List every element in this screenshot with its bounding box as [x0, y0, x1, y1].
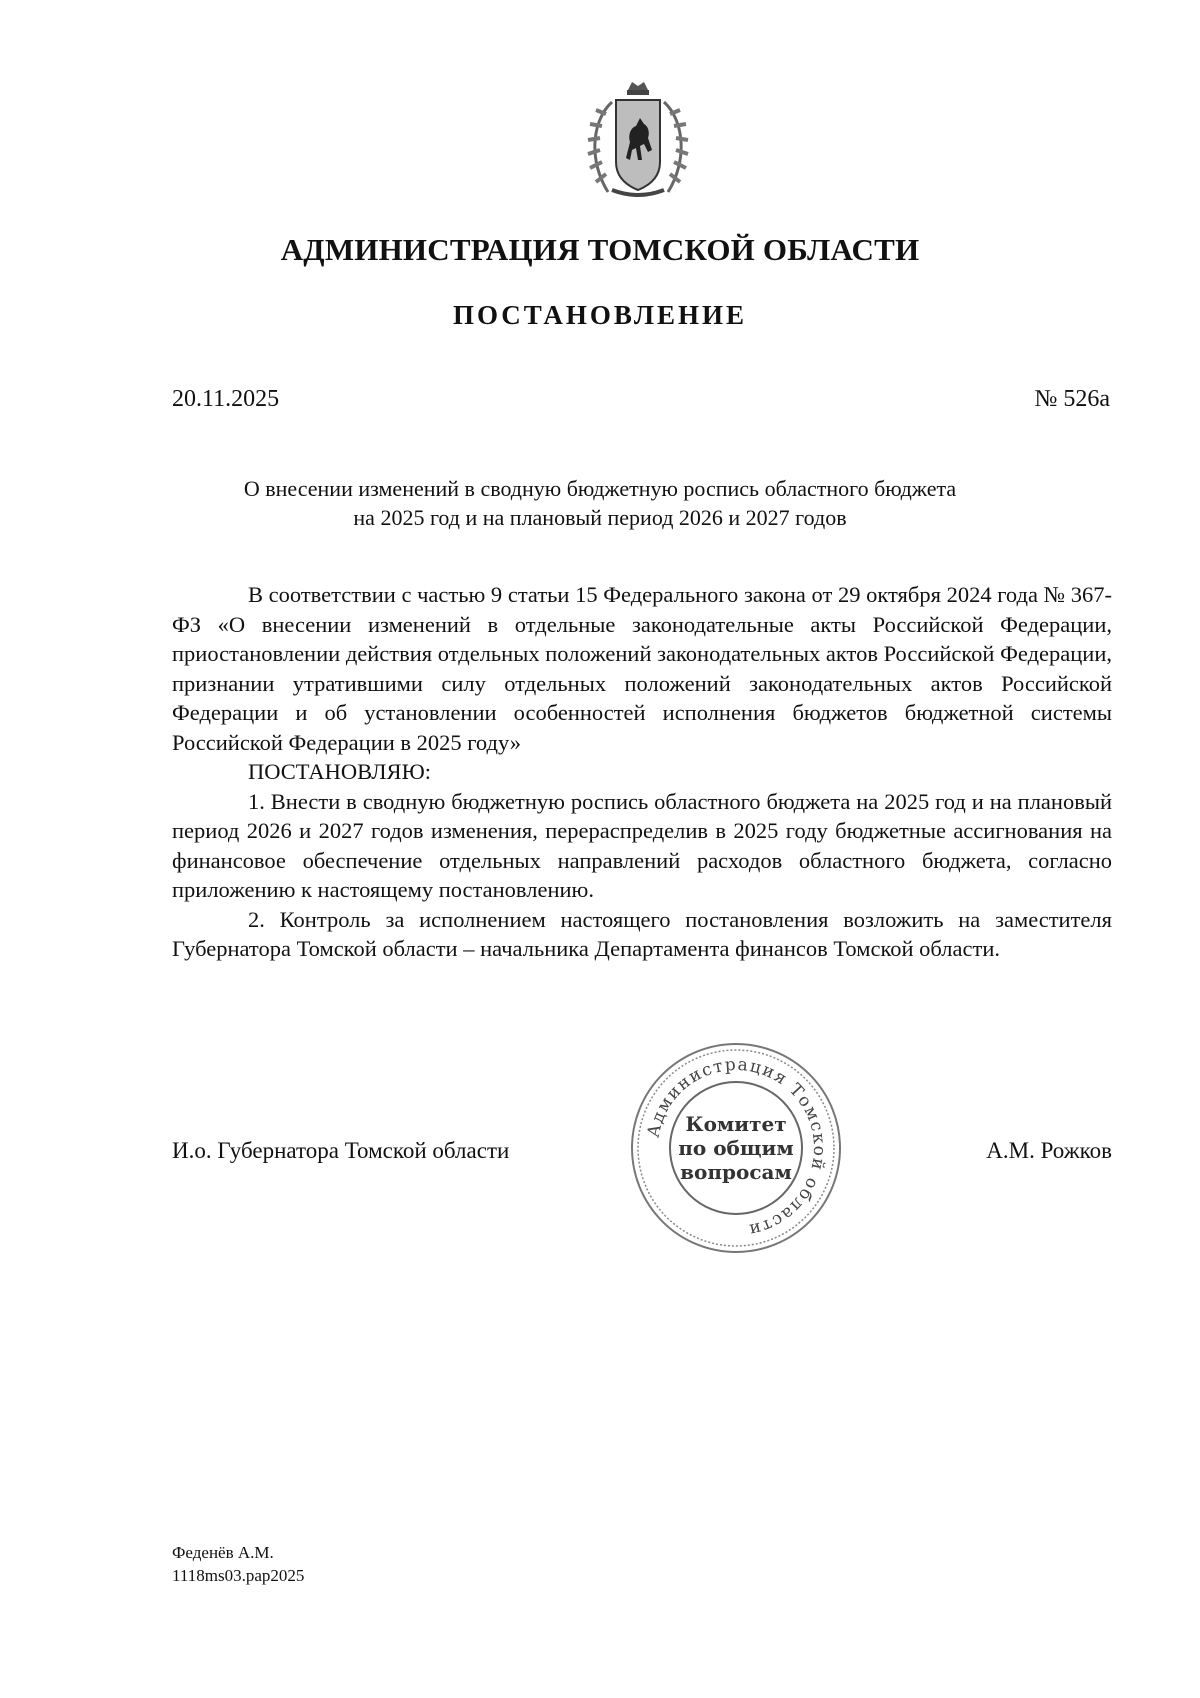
preamble-paragraph: В соответствии с частью 9 статьи 15 Федерального закона от 29 октября 2024 года № 367-ФЗ «О внесении изменений в отдельные законодательные акты Российской Федерации, приостановлении действия отдельных положений законодательных актов Российской Федерации, признании утратившими силу отдельных положений законодательных актов Российской Федерации и об установлении особенностей исполнения бюджетов бюджетной системы Российской Федерации в 2025 году» [172, 582, 1112, 755]
subject-line-2: на 2025 год и на плановый период 2026 и 2027 годов [353, 505, 847, 530]
document-subject [160, 474, 1040, 532]
file-code: 1118ms03.pap2025 [172, 1566, 305, 1585]
official-stamp [628, 1040, 844, 1256]
document-type-title: ПОСТАНОВЛЕНИЕ [452, 300, 748, 330]
document-number: № 526а [1034, 386, 1110, 412]
executor-name: Феденёв А.М. [172, 1543, 274, 1562]
organization-title: АДМИНИСТРАЦИЯ ТОМСКОЙ ОБЛАСТИ [280, 232, 920, 267]
stamp-line-1: Комитет [685, 1112, 787, 1136]
stamp-line-3: вопросам [680, 1160, 792, 1184]
document-body [172, 580, 1112, 964]
coat-of-arms-icon [582, 80, 694, 204]
item-2-paragraph: 2. Контроль за исполнением настоящего постановления возложить на заместителя Губернатора Томской области – начальника Департамента финансов Томской области. [172, 906, 1112, 961]
stamp-line-2: по общим [678, 1136, 794, 1160]
signatory-position: И.о. Губернатора Томской области [172, 1138, 510, 1163]
subject-line-1: О внесении изменений в сводную бюджетную роспись областного бюджета [243, 476, 957, 501]
signatory-name: А.М. Рожков [986, 1138, 1112, 1163]
stamp-ring-text: Администрация Томской области [643, 1054, 830, 1241]
decree-word: ПОСТАНОВЛЯЮ: [248, 759, 431, 784]
item-1-paragraph: 1. Внести в сводную бюджетную роспись областного бюджета на 2025 год и на плановый период 2026 и 2027 годов изменения, перераспределив в 2025 году бюджетные ассигнования на финансовое обеспечение отдельных направлений расходов областного бюджета, согласно приложению к настоящему постановлению. [172, 788, 1112, 902]
document-date: 20.11.2025 [172, 386, 280, 412]
stamp-center [628, 1040, 844, 1256]
